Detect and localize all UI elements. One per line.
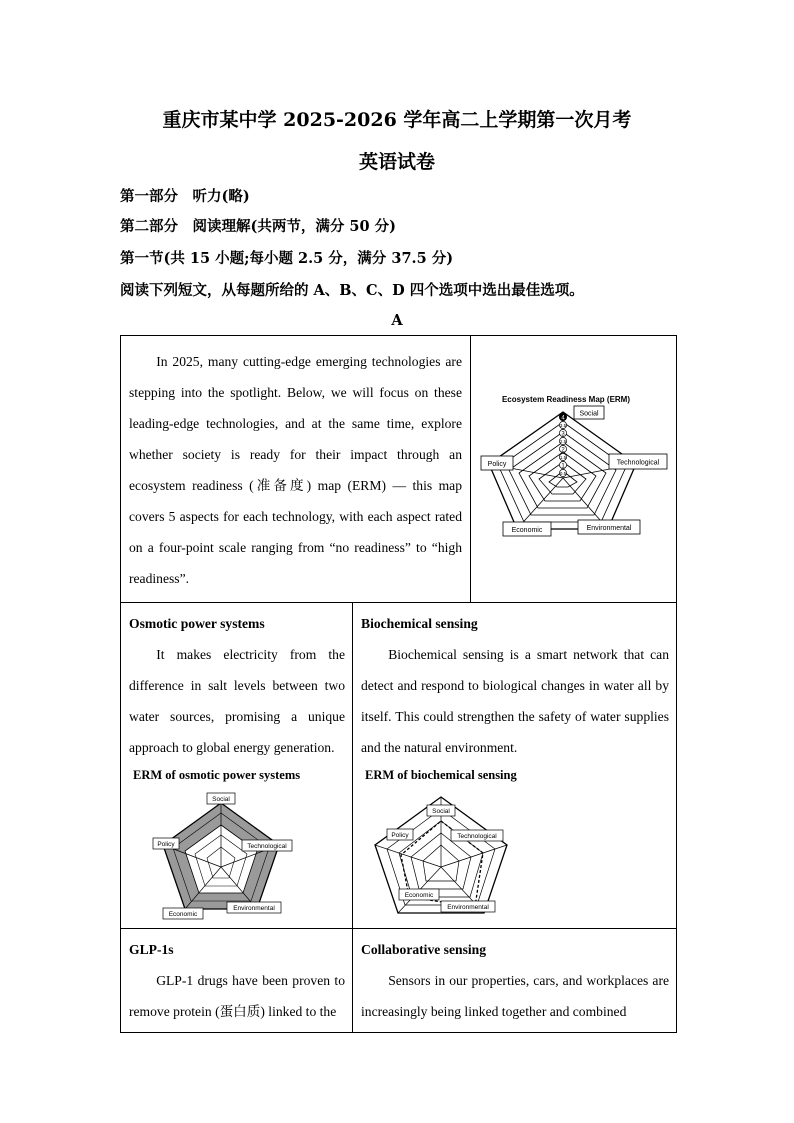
label-environmental [227, 902, 281, 913]
label-policy [481, 456, 513, 470]
passage-table [120, 335, 677, 1033]
erm-main-diagram [471, 336, 675, 596]
exam-subtitle: 英语试卷 [358, 151, 435, 173]
scale-label: 4 [561, 415, 565, 422]
collaborative-body: Sensors in our properties, cars, and workplaces are increasingly being linked together and combined [361, 973, 669, 1019]
glp-card [121, 929, 353, 1033]
instruction-text: 阅读下列短文，从每题所给的 A、B、C、D 四个选项中选出最佳选项。 [120, 282, 584, 299]
scale-label: 3 [561, 431, 565, 438]
svg-text:Technological: Technological [247, 843, 287, 850]
scale-label: 3.5 [559, 423, 567, 428]
erm-scale [559, 413, 567, 477]
svg-text:Social: Social [432, 808, 450, 815]
svg-text:Environmental: Environmental [586, 525, 632, 532]
part2-heading: 第二部分 阅读理解(共两节，满分 50 分) [120, 218, 396, 235]
scale-label: 2.5 [559, 439, 567, 444]
svg-text:Economic: Economic [511, 527, 543, 534]
label-environmental [578, 520, 640, 534]
label-policy [153, 838, 179, 849]
biochemical-title: Biochemical sensing [361, 616, 478, 631]
erm-legend-cell [471, 336, 677, 603]
osmotic-erm-title: ERM of osmotic power systems [133, 768, 301, 782]
exam-title: 重庆市某中学 2025-2026 学年高二上学期第一次月考 [162, 109, 632, 131]
label-environmental [441, 901, 495, 912]
label-economic [399, 889, 439, 900]
svg-text:Environmental: Environmental [233, 905, 275, 912]
svg-text:Policy: Policy [391, 832, 409, 839]
glp-title: GLP-1s [129, 942, 174, 957]
intro-cell [121, 336, 471, 603]
collaborative-card [353, 929, 677, 1033]
scale-label: 1.5 [559, 455, 567, 460]
svg-text:Technological: Technological [616, 459, 660, 467]
label-social [207, 793, 235, 804]
svg-text:Economic: Economic [404, 892, 434, 899]
biochemical-card [353, 603, 677, 929]
osmotic-body: It makes electricity from the difference in salt levels between two water sources, promising a unique approach to global energy generation. [129, 647, 345, 755]
intro-text: In 2025, many cutting-edge emerging technologies are stepping into the spotlight. Below, we will focus on these leading-edge technologies, and at the same time, explore whether society is ready for their impact through an ecosystem readiness (准备度) map (ERM) — this map covers 5 aspects for each technology, with each aspect rated on a four-point scale ranging from “no readiness” to “high readiness”. [129, 354, 462, 586]
label-technological [609, 454, 667, 469]
label-social [427, 805, 455, 816]
scale-label: 0.5 [559, 471, 567, 476]
scale-label: 2 [561, 447, 565, 454]
erm-map-title: Ecosystem Readiness Map (ERM) [501, 395, 631, 404]
osmotic-card [121, 603, 353, 929]
collaborative-title: Collaborative sensing [361, 942, 486, 957]
svg-text:Economic: Economic [168, 911, 198, 918]
svg-text:Technological: Technological [457, 833, 497, 840]
label-social [574, 406, 604, 419]
svg-text:Policy: Policy [487, 461, 507, 468]
svg-text:Environmental: Environmental [447, 904, 489, 911]
osmotic-erm-diagram [121, 783, 351, 923]
osmotic-title: Osmotic power systems [129, 616, 265, 631]
passage-label: A [391, 312, 403, 329]
label-technological [242, 840, 292, 851]
label-economic [163, 908, 203, 919]
svg-text:Social: Social [579, 410, 599, 418]
glp-body: GLP-1 drugs have been proven to remove protein (蛋白质) linked to the [129, 973, 345, 1019]
svg-text:Policy: Policy [157, 841, 175, 848]
biochemical-body: Biochemical sensing is a smart network that can detect and respond to biological changes in water all by itself. This could strengthen the safety of water supplies and the natural environment. [361, 647, 669, 755]
label-policy [387, 829, 413, 840]
biochemical-erm-diagram [353, 783, 673, 923]
label-technological [451, 830, 503, 841]
label-economic [503, 522, 551, 536]
scale-label: 1 [561, 463, 565, 470]
biochemical-erm-title: ERM of biochemical sensing [365, 768, 517, 782]
section1-heading: 第一节(共 15 小题;每小题 2.5 分，满分 37.5 分) [120, 250, 454, 267]
svg-text:Social: Social [212, 796, 230, 803]
part1-heading: 第一部分 听力(略) [120, 188, 250, 205]
